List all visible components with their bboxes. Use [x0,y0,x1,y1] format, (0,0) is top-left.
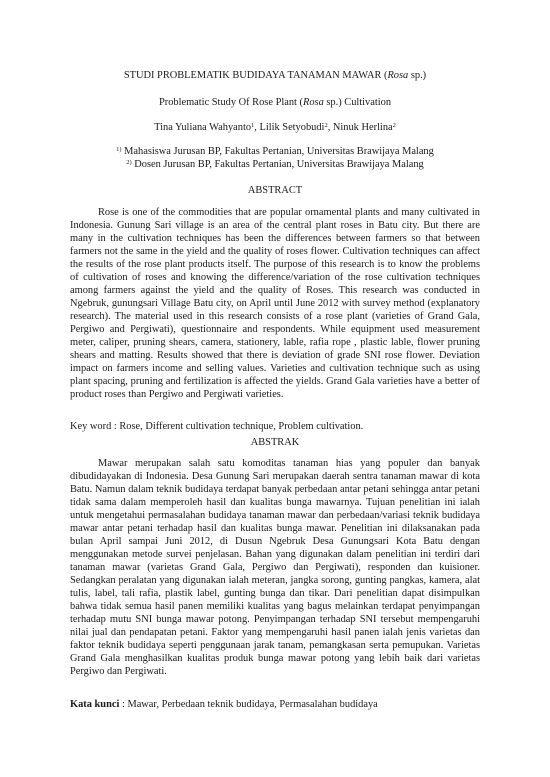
author-affiliation-mark: 1 [251,122,255,129]
subtitle-text: Problematic Study Of Rose Plant ( [158,97,303,108]
abstract-paragraph: Rose is one of the commodities that are popular ornamental plants and many cultivated in Indonesia. Gunung Sari village is an area of the central plant roses in Batu city. But there are many in the cultivation techniques has been the differences between farmers so that between farmers not the same in the yield and the quality of roses flower. Cultivation techniques can affect the results of the rose plant products itself. The purpose of this research is to know the problems of cultivation of roses and knowing the difference/variation of the rose cultivation techniques among farmers against the yield and the quality of Roses. This research was conducted in Ngebruk, gunungsari Village Batu city, on April until June 2012 with survey method (explanatory research). The material used in this research consists of a rose plant (varieties of Grand Gala, Pergiwo and Pergiwati), questionnaire and respondents. While equipment used measurement meter, caliper, pruning shears, camera, stationery, lable, rafia rope , plastic lable, flower pruning shears and matting. Results showed that there is deviation of grade SNI rose flower. Deviation impact on farmers income and selling values. Varieties and cultivation technique such as using plant spacing, pruning and fertilization is affected the yields. Grand Gala varieties have a better of product roses than Pergiwo and Pergiwati varieties. [70,207,480,400]
affiliation-2 [70,158,480,171]
affiliation-1 [70,145,480,158]
author-name: Lilik Setyobudi [259,122,325,133]
abstrak-heading: ABSTRAK [250,437,300,448]
author-affiliation-mark: 2 [392,122,396,129]
author-name: Ninuk Herlina [332,122,393,133]
author-name: Tina Yuliana Wahyanto [154,122,252,133]
affiliation-mark: 1) [116,146,122,153]
subtitle-text-end: sp.) Cultivation [323,97,392,108]
keywords-text: : Mawar, Perbedaan teknik budidaya, Permasalahan budidaya [119,699,378,710]
affiliation-text: Mahasiswa Jurusan BP, Fakultas Pertanian, Universitas Brawijaya Malang [121,146,434,157]
keywords-label: Kata kunci [70,699,120,710]
author-separator: , [254,122,260,133]
affiliation-mark: 2) [126,159,132,166]
title-italic: Rosa [387,70,409,81]
title-text: STUDI PROBLEMATIK BUDIDAYA TANAMAN MAWAR ( [123,70,388,81]
keywords-english: Key word : Rose, Different cultivation technique, Problem cultivation. [70,421,364,432]
abstract-heading: ABSTRACT [247,185,303,196]
title-text-end: sp.) [408,70,427,81]
author-affiliation-mark: 2 [324,122,328,129]
author-separator: , [327,122,333,133]
affiliation-text: Dosen Jurusan BP, Fakultas Pertanian, Universitas Brawijaya Malang [131,159,424,170]
abstrak-paragraph: Mawar merupakan salah satu komoditas tanaman hias yang populer dan banyak dibudidayakan di Indonesia. Desa Gunung Sari merupakan daerah sentra tanaman mawar di kota Batu. Namun dalam teknik budidaya terdapat banyak perbedaan antar petani sehingga antar petani tidak sama dalam memperoleh hasil dan kualitas bunga mawarnya. Tujuan penelitian ini ialah untuk mengetahui permasalahan budidaya tanaman mawar dan perbedaan/variasi teknik budidaya mawar antar petani terhadap hasil dan kualitas bunga mawar. Penelitian ini dilaksanakan pada bulan April sampai Juni 2012, di Dusun Ngebruk Desa Gunungsari Kota Batu dengan menggunakan metode survei penjelasan. Bahan yang digunakan dalam penelitian ini terdiri dari tanaman mawar (varietas Grand Gala, Pergiwo dan Pergiwati), responden dan kuisioner. Sedangkan peralatan yang digunakan ialah meteran, jangka sorong, gunting pangkas, kamera, alat tulis, label, tali rafia, plastik label, gunting bunga dan tikar. Dari penelitian dapat disimpulkan bahwa tidak semua hasil panen memiliki kualitas yang bagus melainkan terdapat penyimpangan terhadap mutu SNI bunga mawar potong. Penyimpangan terhadap SNI tersebut mempengaruhi nilai jual dan pendapatan petani. Faktor yang mempengaruhi hasil panen ialah jenis varietas dan faktor teknik budidaya seperti penggunaan jarak tanam, pemangkasan serta pemupukan. Varietas Grand Gala menghasilkan kualitas produk bunga mawar potong yang lebih baik dari varietas Pergiwo dan Pergiwati. [70,458,480,677]
abstract-body [70,206,480,401]
paper-title [70,69,480,82]
author-list [70,121,480,134]
paper-subtitle [70,96,480,109]
keywords-indonesian [70,698,378,711]
abstrak-body [70,457,480,678]
subtitle-italic: Rosa [302,97,324,108]
